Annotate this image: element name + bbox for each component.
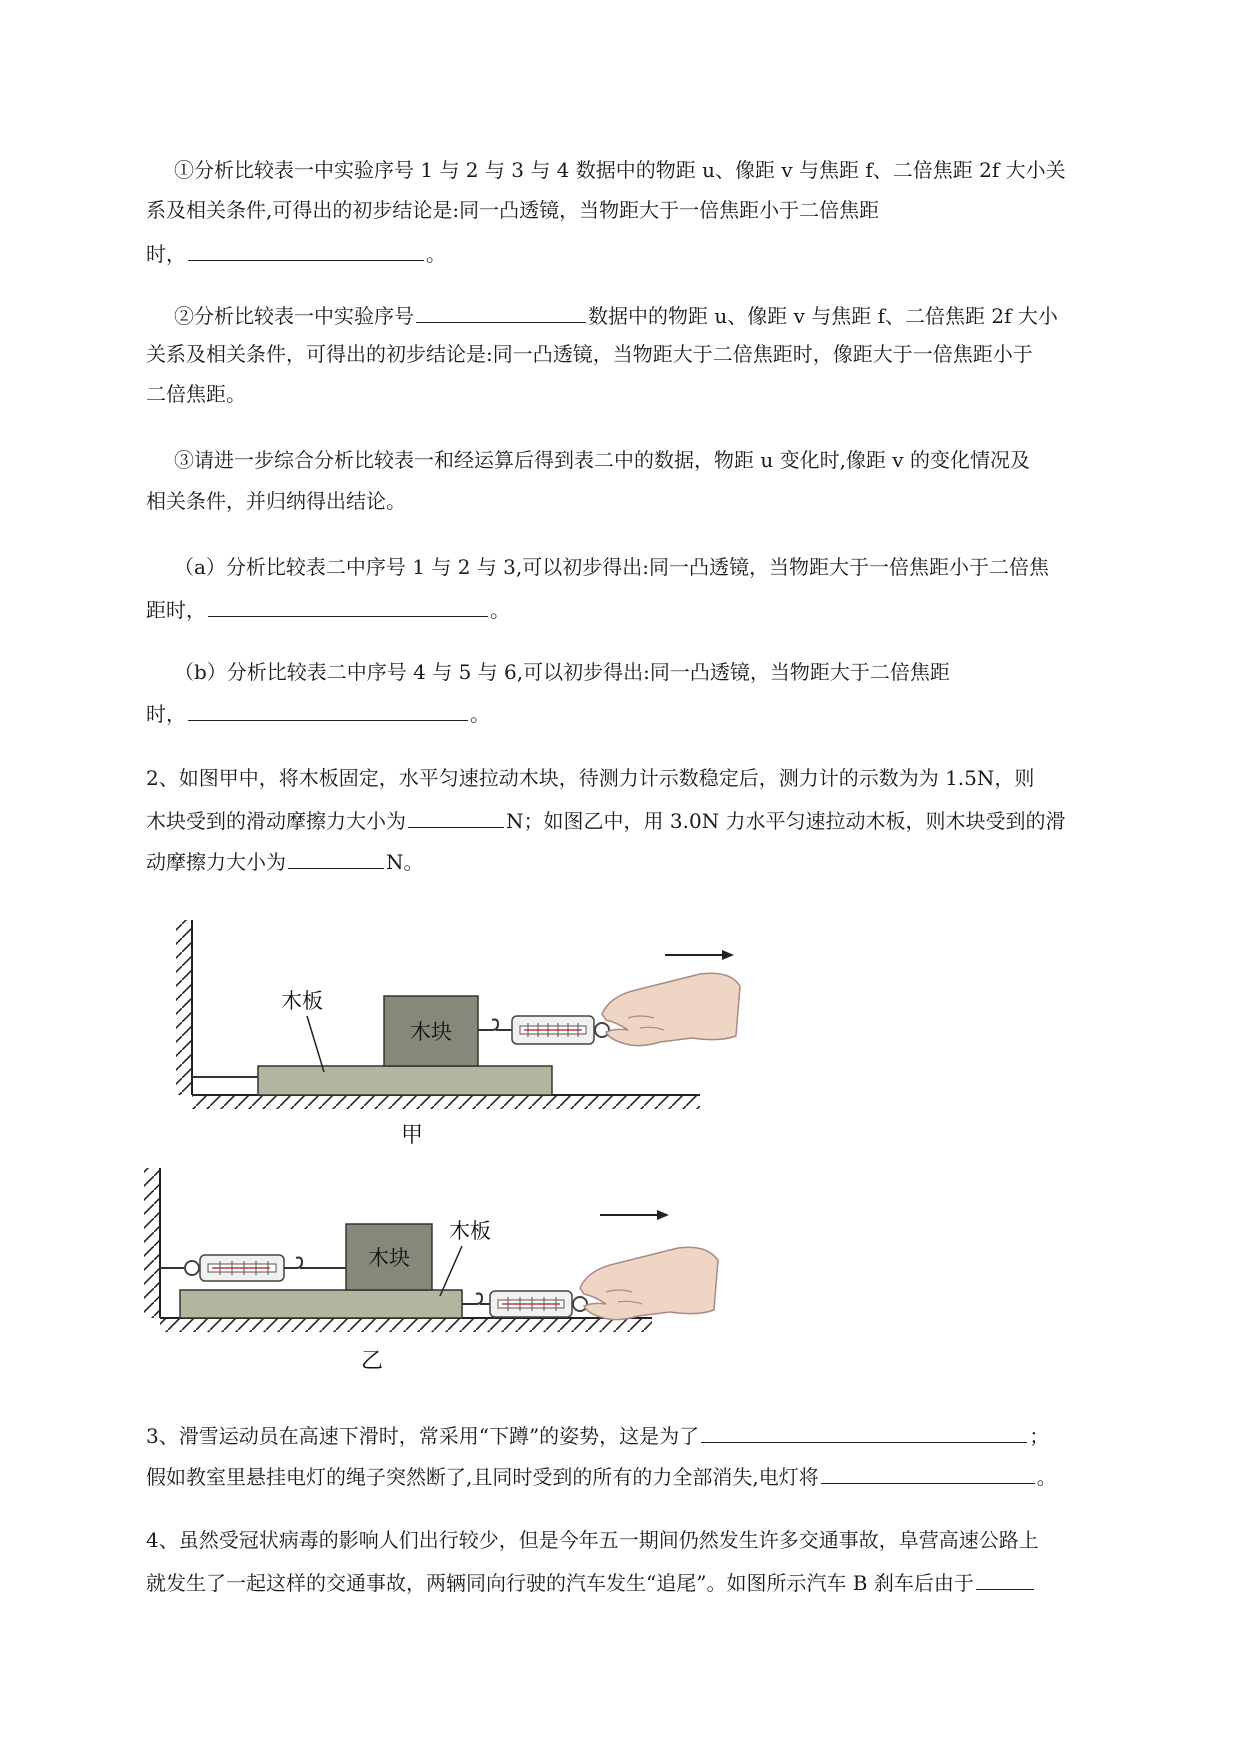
figure-caption-yi: 乙 [360,1349,384,1374]
q1-item-b-line2 [146,698,490,728]
ring [595,1023,609,1037]
q1-item1-line1: ①分析比较表一中实验序号 1 与 2 与 3 与 4 数据中的物距 u、像距 v 与焦距 f、二倍焦距 2f 大小关 [174,158,1066,182]
answer-blank[interactable] [188,238,424,261]
figure-caption-jia: 甲 [400,1123,424,1148]
q1-item2-line3: 二倍焦距。 [146,382,246,406]
line-suffix: N。 [386,850,424,874]
answer-blank[interactable] [821,1461,1035,1484]
line-suffix: 。 [1036,1465,1057,1489]
hook-icon [284,1258,302,1269]
answer-blank[interactable] [288,846,384,869]
line-prefix: 动摩擦力大小为 [146,850,286,874]
q3-line1 [146,1420,1049,1450]
answer-blank[interactable] [701,1420,1027,1443]
q3-line2 [146,1461,1057,1491]
line-prefix: 时， [146,702,186,726]
diagram-jia [176,920,740,1148]
line-prefix: ②分析比较表一中实验序号 [174,304,414,328]
q4-line1: 4、虽然受冠状病毒的影响人们出行较少，但是今年五一期间仍然发生许多交通事故，阜营高速公路上 [146,1528,1039,1552]
q1-item-a-line1: （a）分析比较表二中序号 1 与 2 与 3,可以初步得出:同一凸透镜，当物距大于一倍焦距小于二倍焦 [174,555,1049,579]
answer-blank[interactable] [188,698,468,721]
line-suffix: 。 [470,702,490,726]
q1-item2-line1 [174,300,1058,330]
line-prefix: 就发生了一起这样的交通事故，两辆同向行驶的汽车发生“追尾”。如图所示汽车 B 刹车后由于 [146,1571,974,1595]
q1-item-b-line1: （b）分析比较表二中序号 4 与 5 与 6,可以初步得出:同一凸透镜，当物距大于二倍焦距 [174,660,950,684]
ring [573,1297,587,1311]
diagram-yi [144,1168,718,1374]
q2-line1: 2、如图甲中，将木板固定，水平匀速拉动木块，待测力计示数稳定后，测力计的示数为为 1.5N，则 [146,766,1035,790]
line-suffix: 。 [490,598,510,622]
q1-item-a-line2 [146,594,510,624]
line-suffix: 。 [426,242,446,266]
hook-icon [478,1020,498,1031]
q1-item3-line1: ③请进一步综合分析比较表一和经运算后得到表二中的数据，物距 u 变化时,像距 v 的变化情况及 [174,448,1030,472]
q1-item1-line3 [146,238,446,268]
ring [185,1261,199,1275]
q1-item3-line2: 相关条件，并归纳得出结论。 [146,489,406,513]
board-label-leader [440,1246,462,1296]
board-label-leader [307,1016,324,1072]
answer-blank[interactable] [416,300,586,323]
line-prefix: 3、滑雪运动员在高速下滑时，常采用“下蹲”的姿势，这是为了 [146,1424,700,1448]
hand-icon [602,973,740,1045]
q1-item1-line2: 系及相关条件,可得出的初步结论是:同一凸透镜，当物距大于一倍焦距小于二倍焦距 [146,198,880,222]
line-prefix: 假如教室里悬挂电灯的绳子突然断了,且同时受到的所有的力全部消失,电灯将 [146,1465,819,1489]
wall-hatching [176,920,192,1095]
q2-line3 [146,846,424,876]
block-label: 木块 [368,1246,410,1270]
board-label: 木板 [281,989,323,1013]
friction-experiment-figure [140,910,780,1380]
ground-hatching [160,1319,652,1332]
board [180,1290,462,1318]
line-suffix: ； [1029,1424,1050,1448]
answer-blank[interactable] [408,805,504,828]
line-suffix: 数据中的物距 u、像距 v 与焦距 f、二倍焦距 2f 大小 [588,304,1058,328]
hand-icon [580,1247,718,1319]
q4-line2 [146,1567,1036,1597]
wall-hatching [144,1168,160,1318]
line-suffix: N；如图乙中，用 3.0N 力水平匀速拉动木板，则木块受到的滑 [506,809,1066,833]
block-label: 木块 [410,1020,452,1044]
ground-hatching [192,1096,700,1109]
board [258,1066,552,1095]
board-label: 木板 [449,1219,491,1243]
hook-icon [462,1294,482,1305]
q2-line2 [146,805,1066,835]
line-prefix: 时， [146,242,186,266]
line-prefix: 距时， [146,598,206,622]
answer-blank[interactable] [208,594,488,617]
answer-blank[interactable] [976,1567,1034,1590]
line-prefix: 木块受到的滑动摩擦力大小为 [146,809,406,833]
q1-item2-line2: 关系及相关条件，可得出的初步结论是:同一凸透镜，当物距大于二倍焦距时，像距大于一倍焦距小于 [146,342,1033,366]
